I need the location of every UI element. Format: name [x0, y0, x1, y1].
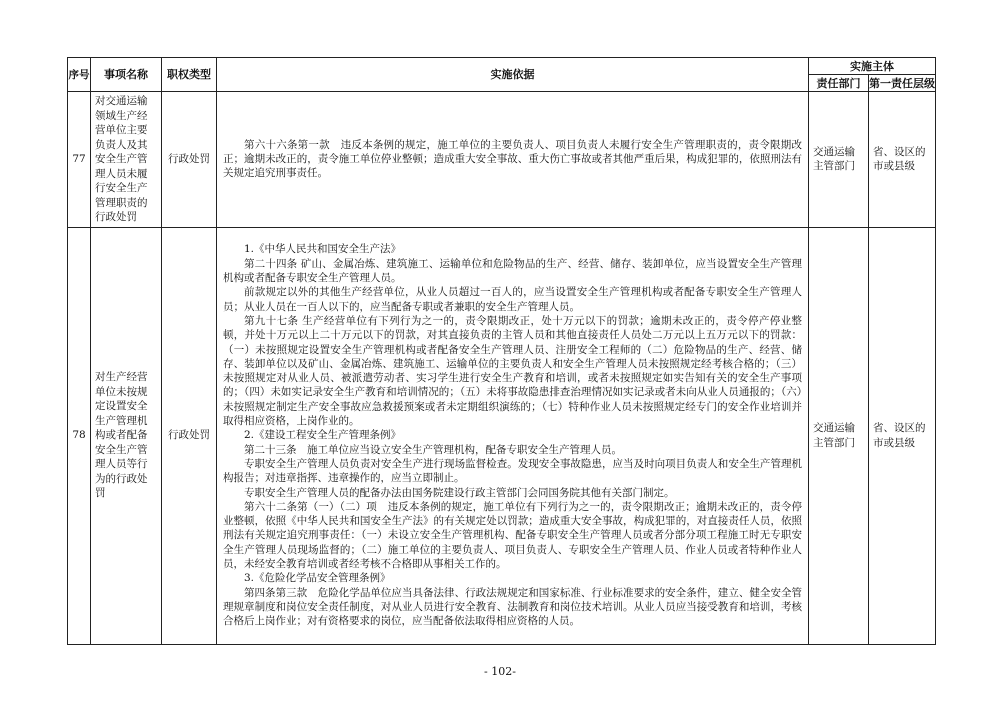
row-dept: 交通运输主管部门 [809, 92, 869, 228]
header-dept: 责任部门 [809, 75, 869, 92]
basis-paragraph: 1.《中华人民共和国安全生产法》 [244, 243, 402, 256]
basis-paragraph: 专职安全生产管理人员的配备办法由国务院建设行政主管部门会同国务院其他有关部门制定。 [244, 486, 675, 499]
basis-paragraph: 第二十三条 施工单位应当设立安全生产管理机构，配备专职安全生产管理人员。 [244, 443, 622, 456]
row-level: 省、设区的市或县级 [869, 92, 936, 228]
row-item-name: 对交通运输领域生产经营单位主要负责人及其安全生产管理人员未履行安全生产管理职责的行政处罚 [91, 92, 162, 228]
basis-paragraph: 3.《危险化学品安全管理条例》 [244, 572, 391, 585]
header-item-name: 事项名称 [91, 58, 162, 92]
basis-paragraph: 第二十四条 矿山、金属冶炼、建筑施工、运输单位和危险物品的生产、经营、储存、装卸单位，应当设置安全生产管理机构或者配备专职安全生产管理人员。 [223, 257, 802, 285]
row-item-name: 对生产经营单位未按规定设置安全生产管理机构或者配备安全生产管理人员等行为的行政处罚 [91, 227, 162, 644]
basis-paragraph: 第九十七条 生产经营单位有下列行为之一的，责令限期改正，处十万元以下的罚款；逾期未改正的，责令停产停业整顿，并处十万元以上二十万元以下的罚款，对其直接负责的主管人员和其他直接责任人员处二万元以上五万元以下的罚款：（一）未按照规定设置安全生产管理机构或者配备安全生产管理人员、注册安全工程师的（二）危险物品的生产、经营、储存、装卸单位以及矿山、金属冶炼、建筑施工、运输单位的主要负责人和安全生产管理人员未按照规定经考核合格的；（三）未按照规定对从业人员、被派遣劳动者、实习学生进行安全生产教育和培训，或者未按照规定如实告知有关的安全生产事项的；（四）未如实记录安全生产教育和培训情况的；（五）未将事故隐患排查治理情况如实记录或者未向从业人员通报的；（六）未按照规定制定生产安全事故应急救援预案或者未定期组织演练的；（七）特种作业人员未按照规定经专门的安全作业培训并取得相应资格，上岗作业的。 [223, 314, 802, 428]
row-basis [217, 227, 809, 644]
header-level: 第一责任层级 [869, 76, 935, 90]
law-enforcement-table [67, 57, 936, 645]
table-row [68, 227, 936, 644]
page-number: - 102- [484, 665, 516, 678]
basis-paragraph: 第六十二条第（一）（二）项 违反本条例的规定，施工单位有下列行为之一的，责令限期改正；逾期未改正的，责令停业整顿，依照《中华人民共和国安全生产法》的有关规定处以罚款；造成重大安全事故，构成犯罪的，对直接责任人员，依照刑法有关规定追究刑事责任：（一）未设立安全生产管理机构、配备专职安全生产管理人员或者分部分项工程施工时无专职安全生产管理人员现场监督的；（二）施工单位的主要负责人、项目负责人、专职安全生产管理人员、作业人员或者特种作业人员，未经安全教育培训或者经考核不合格即从事相关工作的。 [223, 500, 802, 571]
basis-paragraph: 专职安全生产管理人员负责对安全生产进行现场监督检查。发现安全事故隐患，应当及时向项目负责人和安全生产管理机构报告；对违章指挥、违章操作的，应当立即制止。 [223, 457, 802, 485]
basis-paragraph: 第四条第三款 危险化学品单位应当具备法律、行政法规规定和国家标准、行业标准要求的安全条件，建立、健全安全管理规章制度和岗位安全责任制度，对从业人员进行安全教育、法制教育和岗位技术培训。从业人员应当接受教育和培训，考核合格后上岗作业；对有资格要求的岗位，应当配备依法取得相应资格的人员。 [223, 586, 802, 628]
basis-paragraph: 2.《建设工程安全生产管理条例》 [244, 429, 402, 442]
header-power-type: 职权类型 [162, 58, 217, 92]
row-basis [217, 92, 809, 228]
header-basis: 实施依据 [217, 58, 809, 92]
row-seq: 77 [68, 92, 91, 228]
basis-paragraph: 前款规定以外的其他生产经营单位，从业人员超过一百人的，应当设置安全生产管理机构或者配备专职安全生产管理人员；从业人员在一百人以下的，应当配备专职或者兼职的安全生产管理人员。 [223, 286, 802, 313]
row-seq: 78 [68, 227, 91, 644]
row-dept: 交通运输主管部门 [809, 227, 869, 644]
header-seq: 序号 [68, 58, 91, 92]
row-level: 省、设区的市或县级 [869, 227, 936, 644]
basis-paragraph: 第六十六条第一款 违反本条例的规定，施工单位的主要负责人、项目负责人未履行安全生产管理职责的，责令限期改正；逾期未改正的，责令施工单位停业整顿；造成重大安全事故、重大伤亡事故或者其他严重后果，构成犯罪的，依照刑法有关规定追究刑事责任。 [223, 138, 802, 180]
row-power-type: 行政处罚 [162, 92, 217, 228]
header-subject: 实施主体 [809, 58, 936, 75]
table-row [68, 92, 936, 228]
row-power-type: 行政处罚 [162, 227, 217, 644]
